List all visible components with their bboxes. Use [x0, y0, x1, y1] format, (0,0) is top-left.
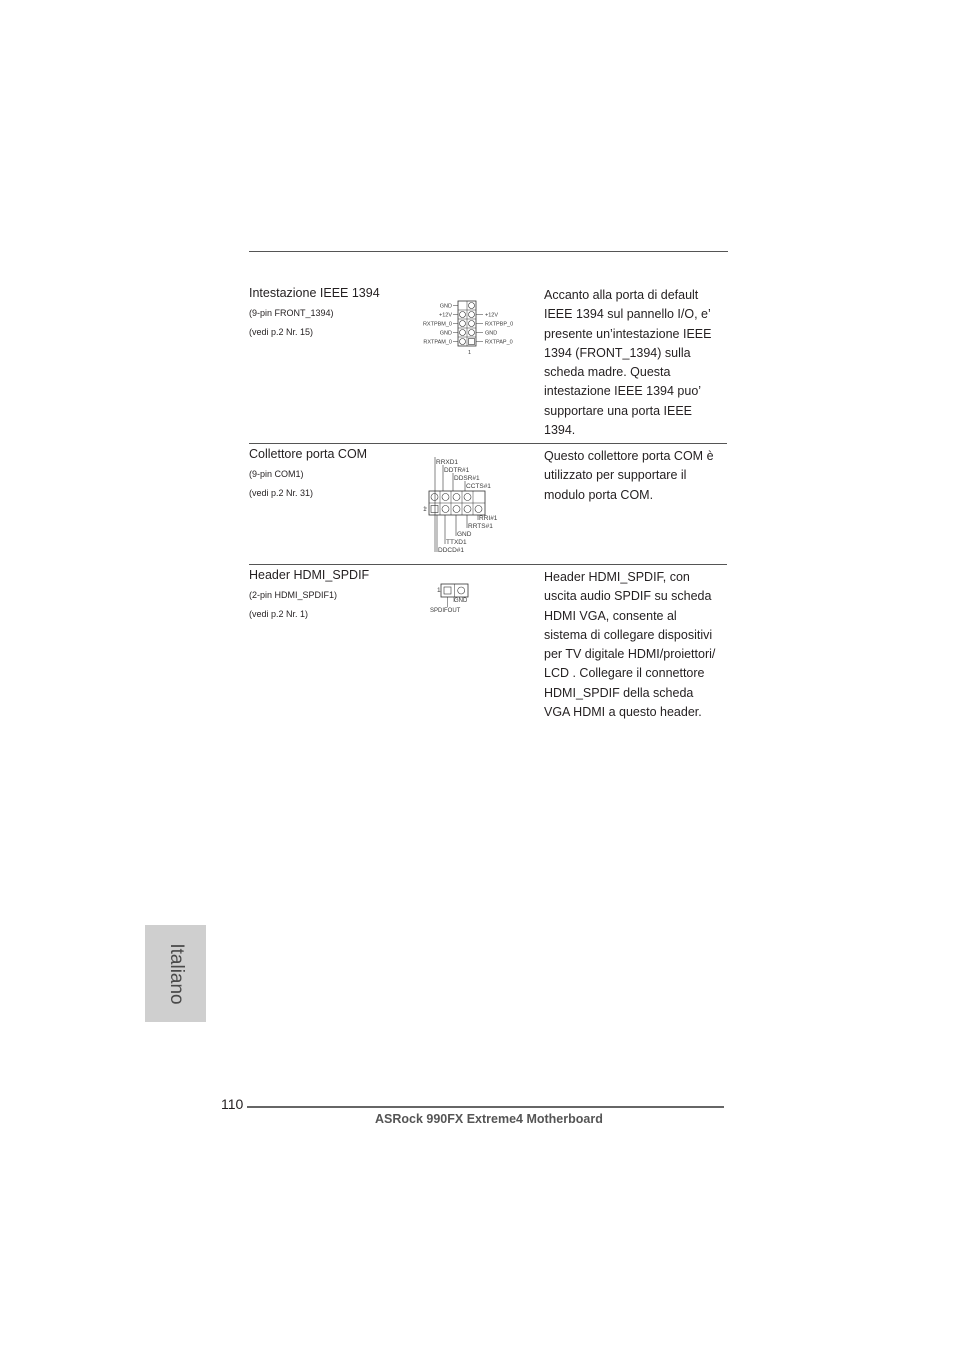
description-line: presente un’intestazione IEEE: [544, 326, 712, 341]
pin-label: GND: [485, 330, 498, 337]
row-description: [544, 286, 726, 440]
pin-label: RXTPBM_0: [422, 321, 452, 328]
description-line: Accanto alla porta di default: [544, 288, 699, 302]
description-line: utilizzato per supportare il: [544, 468, 687, 483]
header-rule: [249, 251, 728, 252]
description-line: 1394 (FRONT_1394) sulla: [544, 345, 691, 360]
pin-label: +12V: [439, 312, 452, 319]
pin-label: SPDIFOUT: [430, 608, 461, 614]
pin-one-marker: 1: [437, 587, 441, 594]
language-side-tab: [145, 925, 206, 1022]
row-description: [544, 447, 726, 505]
description-line: LCD . Collegare il connettore: [544, 666, 705, 681]
description-line: Header HDMI_SPDIF, con: [544, 570, 690, 584]
description-line: supportare una porta IEEE: [544, 403, 693, 418]
row-page-ref: (vedi p.2 Nr. 31): [249, 488, 314, 498]
side-tab-label: Italiano: [165, 942, 187, 1005]
pin-label: GND: [454, 598, 468, 604]
description-line: 1394.: [544, 423, 576, 438]
row-pin-count: (2-pin HDMI_SPDIF1): [249, 590, 338, 600]
pin-label: DDTR#1: [444, 467, 470, 474]
description-line: VGA HDMI a questo header.: [544, 705, 702, 720]
description-line: Questo collettore porta COM è: [544, 449, 714, 463]
description-line: HDMI_SPDIF della scheda: [544, 685, 694, 700]
pin-label: GND: [457, 531, 472, 538]
com-pin-diagram: [423, 457, 503, 557]
ieee1394-pin-diagram: [417, 296, 527, 358]
row-title: Collettore porta COM: [249, 447, 368, 461]
pin-label: GND: [439, 330, 452, 337]
description-line: modulo porta COM.: [544, 487, 654, 502]
pin-label: DDCD#1: [438, 547, 465, 554]
pin-label: RRI#1: [479, 515, 498, 522]
row-divider: [249, 443, 727, 444]
pin-label: +12V: [485, 312, 498, 319]
description-line: scheda madre. Questa: [544, 365, 671, 380]
row-pin-count: (9-pin FRONT_1394): [249, 308, 334, 318]
pin-one-marker: 1: [423, 506, 427, 513]
row-title: Header HDMI_SPDIF: [249, 568, 370, 582]
pin-label: RRTS#1: [468, 523, 493, 530]
pin-label: RXTPBP_0: [485, 321, 514, 328]
description-line: HDMI VGA, consente al: [544, 608, 677, 623]
description-line: IEEE 1394 sul pannello I/O, e’: [544, 307, 711, 322]
row-page-ref: (vedi p.2 Nr. 15): [249, 327, 314, 337]
description-line: per TV digitale HDMI/proiettori/: [544, 647, 716, 662]
footer-rule: [247, 1106, 724, 1108]
pin-label: CCTS#1: [466, 483, 491, 490]
pin-label: RXTPAP_0: [485, 339, 513, 346]
page-number: 110: [221, 1096, 244, 1112]
description-line: sistema di collegare dispositivi: [544, 627, 713, 642]
pin-label: RXTPAM_0: [423, 339, 452, 346]
description-line: intestazione IEEE 1394 puo’: [544, 384, 702, 399]
row-description: [544, 568, 726, 722]
pin-label: RRXD1: [436, 459, 459, 466]
hdmi-spdif-row: [249, 568, 727, 723]
row-pin-count: (9-pin COM1): [249, 469, 304, 479]
row-page-ref: (vedi p.2 Nr. 1): [249, 609, 309, 619]
pin-label: TTXD1: [446, 539, 467, 546]
description-line: uscita audio SPDIF su scheda: [544, 589, 712, 604]
hdmi-spdif-pin-diagram: [417, 580, 477, 620]
row-divider: [249, 564, 727, 565]
ieee1394-row: [249, 286, 727, 436]
pin-label: DDSR#1: [454, 475, 480, 482]
row-title: Intestazione IEEE 1394: [249, 286, 380, 300]
pin-label: GND: [439, 303, 452, 310]
com-port-row: [249, 447, 727, 557]
footer-title: ASRock 990FX Extreme4 Motherboard: [375, 1112, 603, 1126]
pin-one-marker: 1: [467, 350, 472, 356]
